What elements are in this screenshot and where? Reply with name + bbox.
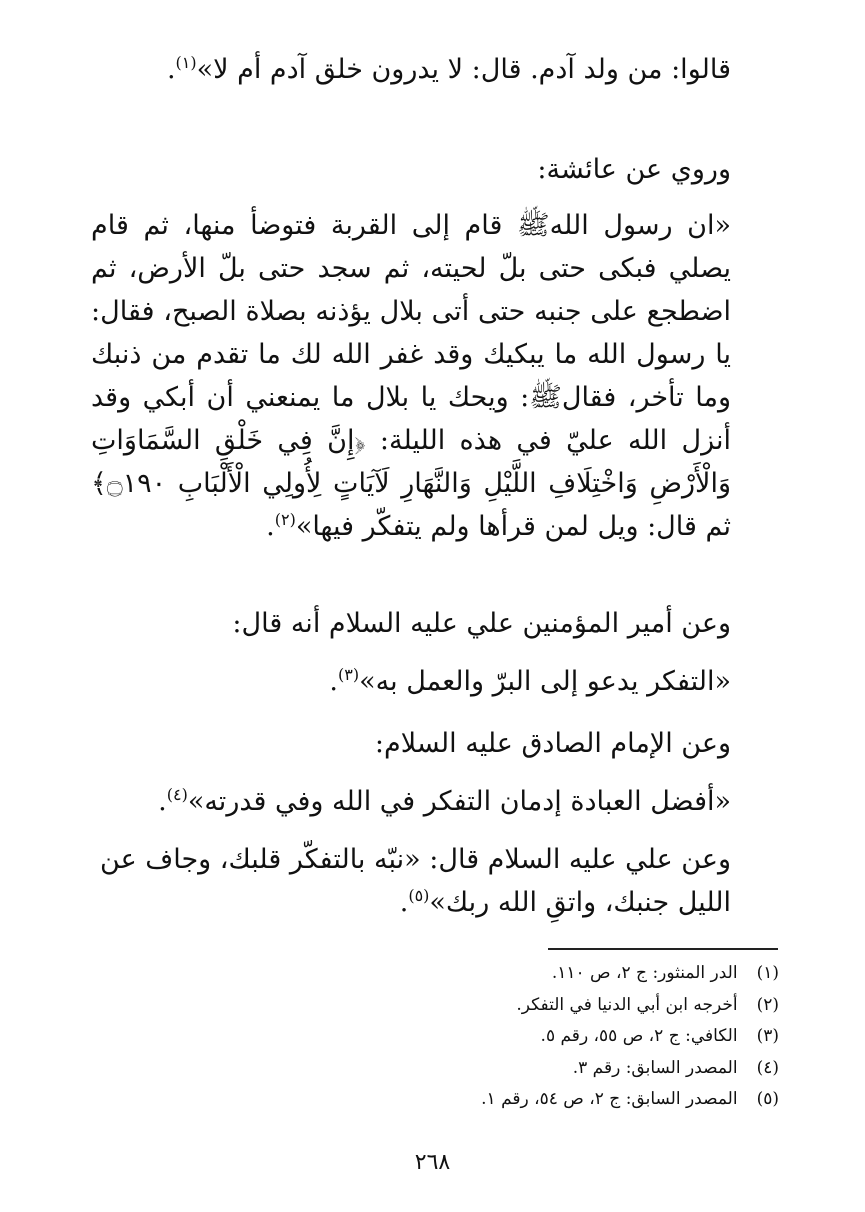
paragraph-continuation (91, 48, 731, 91)
paragraph-end: . (266, 511, 275, 542)
footnote-number: (٣) (756, 1026, 779, 1046)
paragraph-text: وعن الإمام الصادق عليه السلام: (374, 728, 731, 759)
footnote-item (259, 958, 779, 990)
paragraph-text: وعن علي عليه السلام قال: «نبّه بالتفكّر قلبك، وجاف عن الليل جنبك، واتقِ الله ربك» (100, 844, 731, 918)
footnote-number: (٢) (756, 994, 779, 1015)
footnote-divider (548, 948, 778, 950)
footnote-text: أخرجه ابن أبي الدنيا في التفكر. (516, 994, 738, 1015)
paragraph-end: . (399, 887, 409, 918)
footnote-item (259, 1021, 779, 1053)
footnote-number: (٥) (756, 1089, 779, 1109)
paragraph-text: «أفضل العبادة إدمان التفكر في الله وفي قدرته» (187, 786, 731, 817)
footnote-text: المصدر السابق: ج ٢، ص ٥٤، رقم ١. (481, 1089, 738, 1109)
hadith-quote-sadiq (91, 780, 731, 823)
paragraph-aisha-intro (91, 148, 731, 191)
paragraph-sadiq-intro (91, 722, 731, 765)
paragraph-text: «ان رسول اللهﷺ قام إلى القربة فتوضأ منها، ثم قام يصلي فبكى حتى بلّ لحيته، ثم سجد حتى بلّ الأرض، ثم اضطجع على جنبه حتى أتى بلال يؤذنه بصلاة الصبح، فقال: يا رسول الله ما يبكيك وقد غفر الله لك ما تقدم من ذنبك وما تأخر، فقالﷺ: ويحك يا بلال ما يمنعني أن أبكي وقد أنزل الله عليّ في هذه الليلة: ﴿إِنَّ فِي خَلْقِ السَّمَاوَاتِ وَالْأَرْضِ وَاخْتِلَافِ اللَّيْلِ وَالنَّهَارِ لَآيَاتٍ لِأُولِي الْأَلْبَابِ ۝١٩٠﴾ ثم قال: ويل لمن قرأها ولم يتفكّر فيها» (91, 210, 731, 542)
paragraph-text: «التفكر يدعو إلى البرّ والعمل به» (359, 666, 731, 697)
paragraph-end: . (329, 666, 339, 697)
hadith-quote-prophet (91, 204, 731, 548)
footnote-marker: (٤) (166, 785, 188, 804)
footnote-number: (٤) (756, 1057, 779, 1078)
footnote-marker: (٥) (408, 886, 430, 905)
footnote-number: (١) (756, 963, 779, 983)
footnote-text: الكافي: ج ٢، ص ٥٥، رقم ٥. (540, 1026, 738, 1046)
footnote-text: المصدر السابق: رقم ٣. (572, 1057, 738, 1078)
footnotes (259, 958, 779, 1116)
footnote-marker: (١) (175, 53, 197, 72)
paragraph-text: قالوا: من ولد آدم. قال: لا يدرون خلق آدم أم لا» (196, 54, 731, 85)
paragraph-text: وعن أمير المؤمنين علي عليه السلام أنه قال: (232, 608, 731, 639)
footnote-text: الدر المنثور: ج ٢، ص ١١٠. (551, 963, 738, 983)
page-number: ٢٦٨ (414, 1150, 451, 1175)
hadith-quote-ali-2 (91, 838, 731, 924)
footnote-item (259, 1084, 779, 1116)
paragraph-end: . (166, 54, 176, 85)
footnote-marker: (٣) (338, 665, 360, 684)
paragraph-ali-intro (91, 602, 731, 645)
paragraph-text: وروي عن عائشة: (537, 154, 731, 185)
hadith-quote-ali (91, 660, 731, 703)
footnote-marker: (٢) (274, 510, 296, 529)
footnote-item (259, 1053, 779, 1085)
footnote-item (259, 990, 779, 1022)
paragraph-end: . (158, 786, 167, 817)
